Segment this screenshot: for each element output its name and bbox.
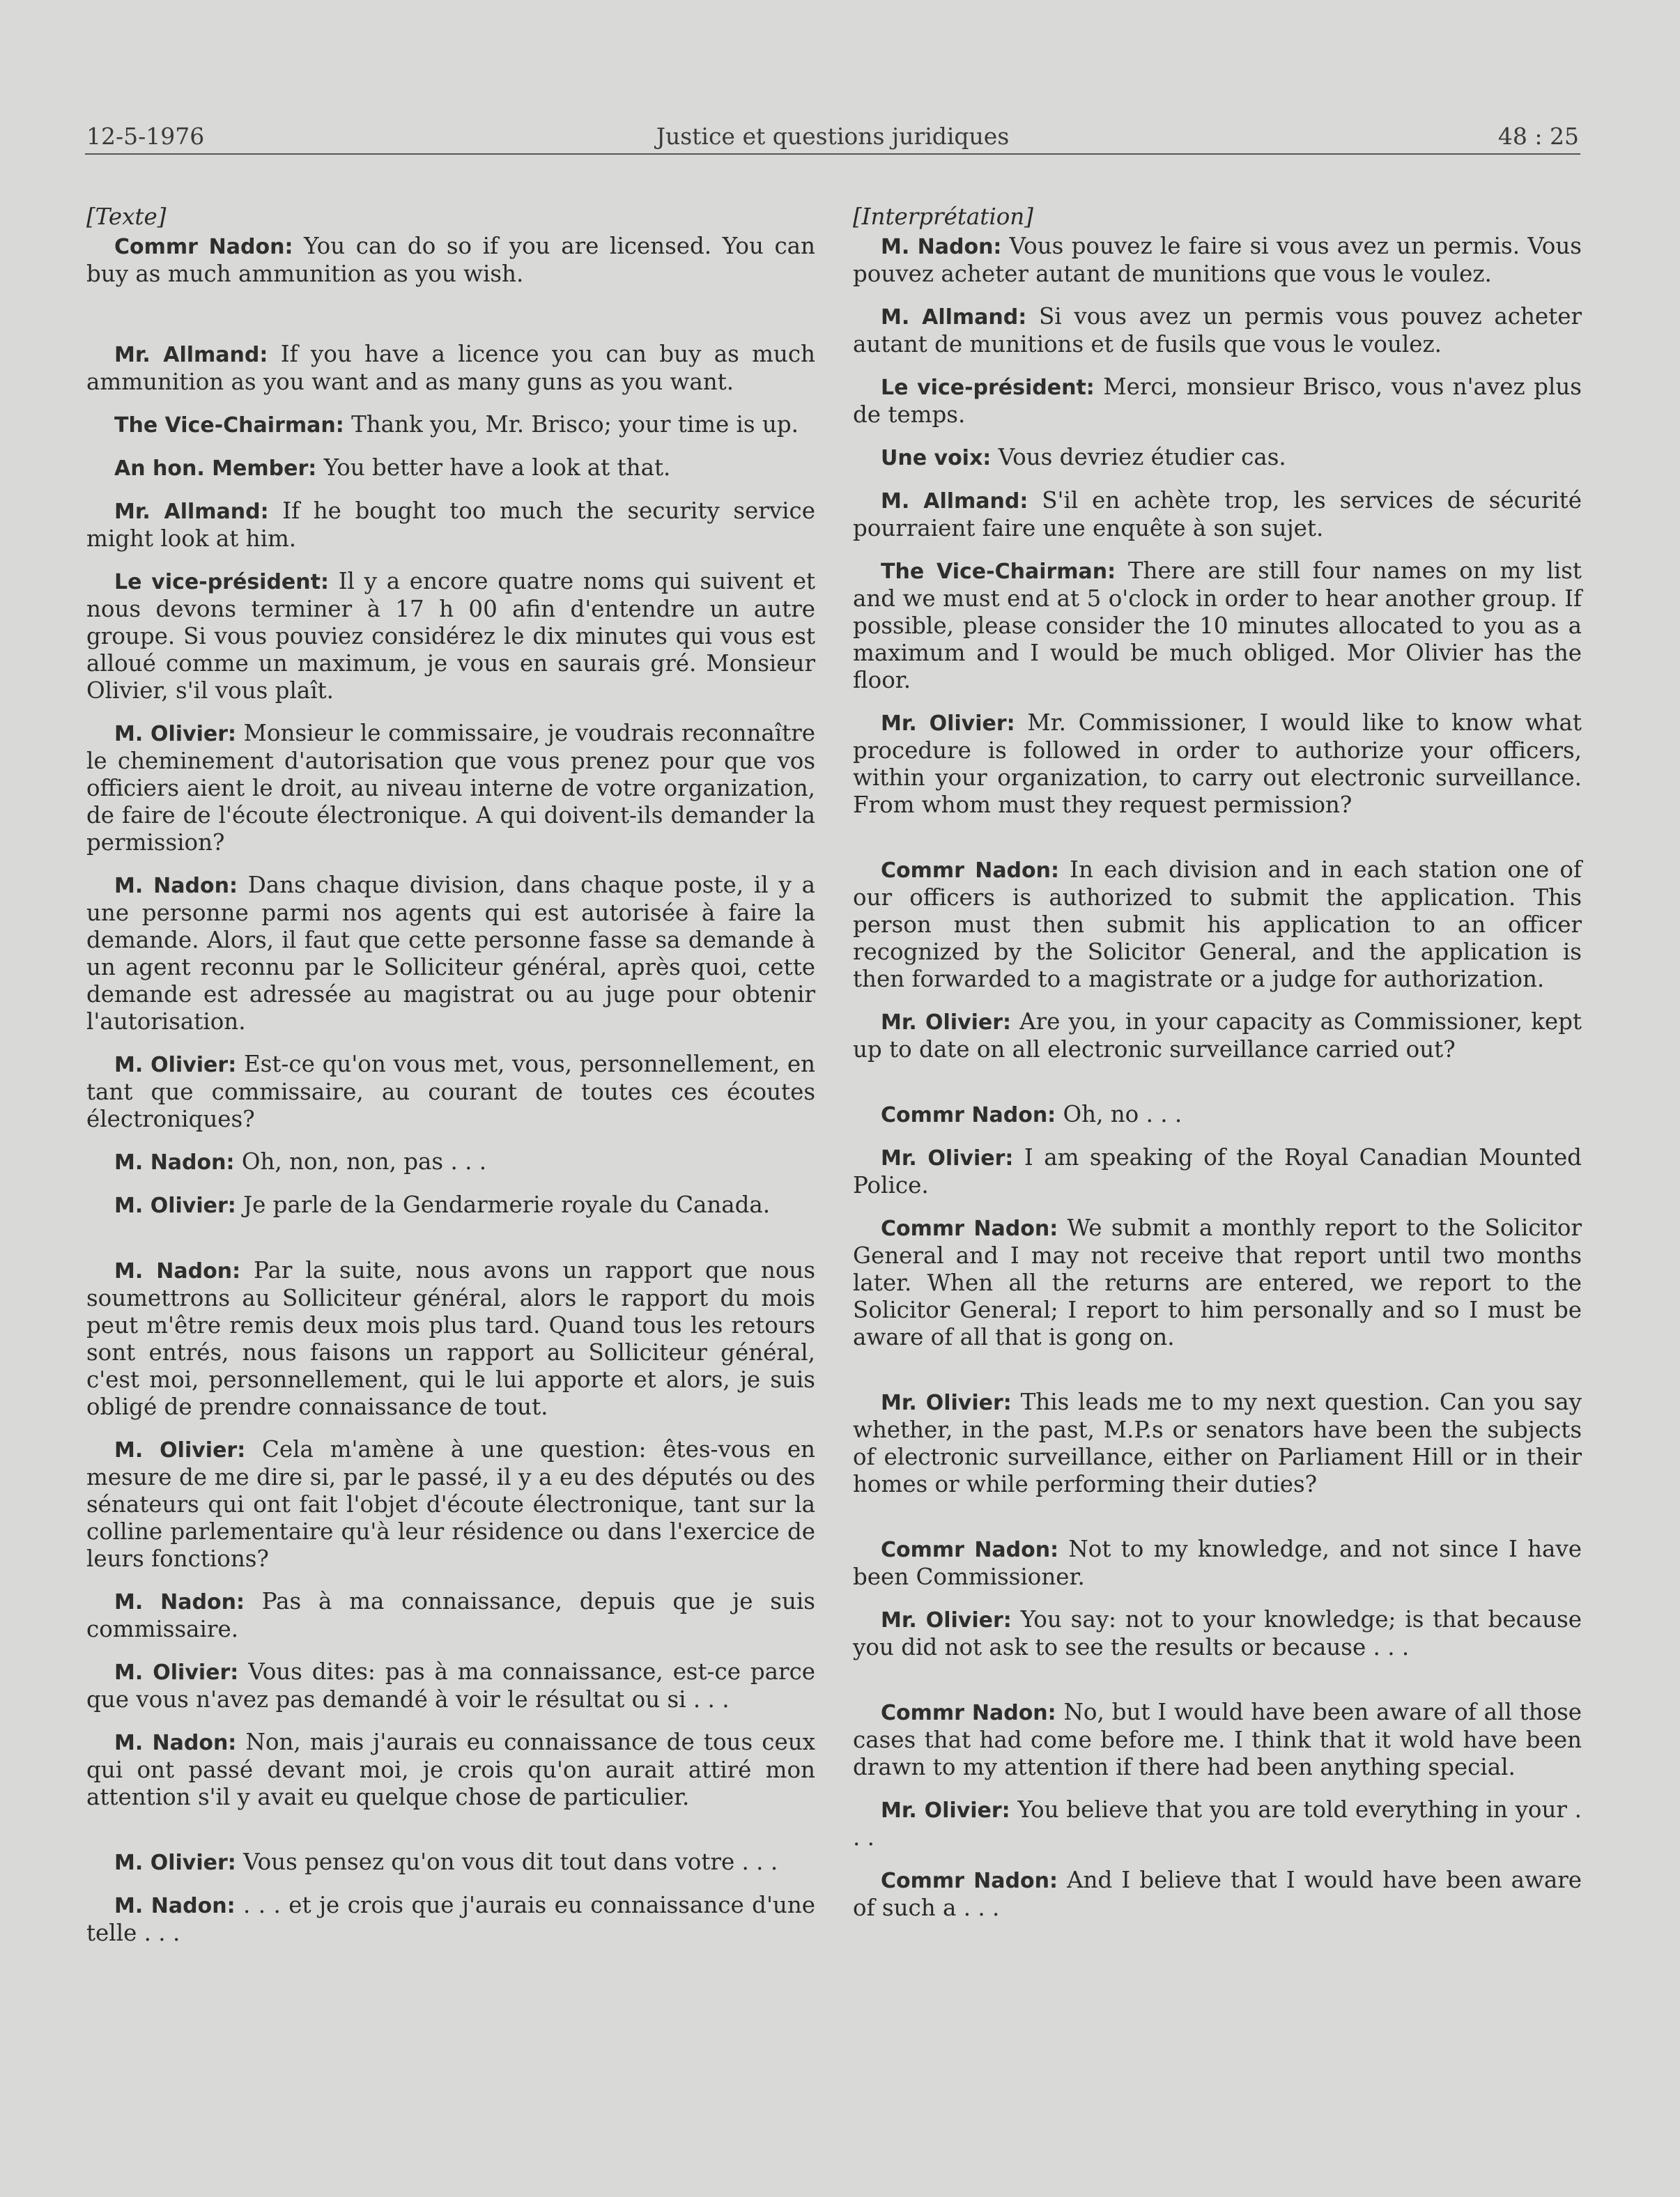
speaker-name: Le vice-président: [881, 376, 1095, 400]
speech-text: Si vous avez un permis vous pouvez acheter autant de munitions et de fusils que vous le voulez. [853, 303, 1582, 357]
speaker-name: M. Olivier: [114, 1053, 237, 1077]
speech-text: Dans chaque division, dans chaque poste, il y a une personne parmi nos agents qui est autorisée à faire la demande. Alors, il faut que cette personne fasse sa demande à un agent reconnu par le Solliciteur général, après quoi, cette demande est adressée au magistrat ou au juge pour obtenir l'autorisation. [86, 872, 815, 1035]
right-paragraph-10 [853, 1101, 1582, 1129]
right-paragraph-17 [853, 1796, 1582, 1851]
speaker-name: The Vice-Chairman: [114, 413, 344, 438]
speech-text: We submit a monthly report to the Solicitor General and I may not receive that report until two months later. When all the returns are entered, we report to the Solicitor General; I report to him personally and so I must be aware of all that is gong on. [853, 1215, 1582, 1350]
right-paragraph-2 [853, 303, 1582, 358]
speech-text: Vous devriez étudier cas. [991, 444, 1286, 470]
left-paragraph-5 [86, 498, 815, 553]
left-paragraph-4 [86, 454, 815, 482]
left-paragraph-10 [86, 1148, 815, 1176]
speaker-name: M. Allmand: [881, 305, 1027, 330]
speaker-name: Une voix: [881, 446, 992, 470]
left-paragraph-15 [86, 1658, 815, 1713]
speaker-name: M. Nadon: [114, 1590, 245, 1614]
left-paragraph-13 [86, 1436, 815, 1573]
speech-text: Est-ce qu'on vous met, vous, personnellement, en tant que commissaire, au courant de toutes ces écoutes électroniques? [86, 1051, 815, 1132]
speech-text: Oh, non, non, pas . . . [234, 1148, 487, 1175]
right-paragraph-1 [853, 233, 1582, 288]
right-paragraph-9 [853, 1008, 1582, 1063]
speaker-name: The Vice-Chairman: [881, 560, 1116, 584]
speaker-name: Commr Nadon: [881, 1103, 1056, 1127]
speaker-name: M. Nadon: [114, 874, 238, 898]
speech-text: Vous pensez qu'on vous dit tout dans votre . . . [236, 1849, 778, 1875]
speaker-name: Mr. Olivier: [881, 711, 1015, 736]
header-page-number: 48 : 25 [1497, 123, 1579, 150]
left-paragraph-1 [86, 233, 815, 288]
speaker-name: M. Allmand: [881, 489, 1028, 514]
right-paragraph-5 [853, 487, 1582, 542]
right-paragraph-14 [853, 1536, 1582, 1591]
speech-text: Oh, no . . . [1056, 1101, 1182, 1127]
speaker-name: Mr. Allmand: [114, 500, 269, 524]
speaker-name: M. Olivier: [114, 1194, 236, 1218]
speech-text: You say: not to your knowledge; is that because you did not ask to see the results or because . . . [853, 1606, 1582, 1660]
speech-text: Par la suite, nous avons un rapport que nous soumettrons au Solliciteur général, alors le rapport du mois peut m'être remis deux mois plus tard. Quand tous les retours sont entrés, nous faisons un rapport au Solliciteur général, c'est moi, personnellement, qui le lui apporte et alors, je suis obligé de prendre connaissance de tout. [86, 1257, 815, 1420]
right-paragraph-12 [853, 1215, 1582, 1351]
right-paragraph-18 [853, 1867, 1582, 1922]
left-paragraph-6 [86, 568, 815, 704]
speaker-name: Commr Nadon: [881, 1538, 1059, 1562]
right-paragraph-13 [853, 1389, 1582, 1498]
speech-text: Vous dites: pas à ma connaissance, est-ce parce que vous n'avez pas demandé à voir le résultat ou si . . . [86, 1658, 816, 1713]
speech-text: Il y a encore quatre noms qui suivent et nous devons terminer à 17 h 00 afin d'entendre un autre groupe. Si vous pouviez considérez le dix minutes qui vous est alloué comme un maximum, je vous en saurais gré. Monsieur Olivier, s'il vous plaît. [86, 568, 815, 704]
speech-text: If you have a licence you can buy as much ammunition as you want and as many guns as you want. [86, 341, 815, 395]
speech-text: You better have a look at that. [316, 454, 671, 481]
speech-text: Mr. Commissioner, I would like to know what procedure is followed in order to authorize your officers, within your organization, to carry out electronic surveillance. From whom must they request permission? [853, 709, 1582, 818]
right-paragraph-16 [853, 1699, 1582, 1781]
right-paragraph-7 [853, 709, 1582, 819]
speaker-name: M. Nadon: [114, 1150, 235, 1175]
section-label-texte: [Texte] [86, 203, 167, 230]
left-paragraph-16 [86, 1729, 815, 1811]
left-paragraph-17 [86, 1849, 815, 1876]
speaker-name: Mr. Allmand: [114, 343, 268, 367]
speaker-name: Commr Nadon: [881, 1217, 1058, 1241]
speaker-name: An hon. Member: [114, 456, 317, 481]
speaker-name: Mr. Olivier: [881, 1608, 1012, 1633]
speech-text: You believe that you are told everything in your . . . [853, 1796, 1582, 1851]
section-label-interpretation: [Interprétation] [853, 203, 1033, 230]
speech-text: If he bought too much the security service might look at him. [86, 498, 815, 552]
left-paragraph-18 [86, 1892, 815, 1947]
speech-text: And I believe that I would have been aware of such a . . . [853, 1867, 1582, 1921]
left-paragraph-3 [86, 411, 815, 439]
left-column [86, 203, 815, 1947]
speaker-name: M. Olivier: [114, 1660, 239, 1685]
left-paragraph-14 [86, 1588, 815, 1643]
speaker-name: Commr Nadon: [881, 1869, 1058, 1893]
left-paragraph-12 [86, 1257, 815, 1421]
right-paragraph-11 [853, 1144, 1582, 1199]
right-paragraph-4 [853, 444, 1582, 472]
right-column [853, 203, 1582, 1922]
speaker-name: Commr Nadon: [114, 235, 293, 259]
speaker-name: M. Nadon: [114, 1259, 241, 1283]
left-paragraph-8 [86, 872, 815, 1035]
speech-text: Are you, in your capacity as Commissioner, kept up to date on all electronic surveillance carried out? [853, 1008, 1582, 1063]
header-date: 12-5-1976 [86, 123, 205, 150]
speaker-name: M. Nadon: [881, 235, 1002, 259]
page-header [86, 117, 1579, 153]
speech-text: You can do so if you are licensed. You can buy as much ammunition as you wish. [86, 233, 815, 287]
left-paragraph-2 [86, 341, 815, 396]
speaker-name: M. Olivier: [114, 1438, 246, 1463]
right-paragraph-8 [853, 856, 1582, 993]
speech-text: Cela m'amène à une question: êtes-vous en mesure de me dire si, par le passé, il y a eu des députés ou des sénateurs qui ont fait l'objet d'écoute électronique, tant sur la colline parlementaire qu'à leur résidence ou dans l'exercice de leurs fonctions? [86, 1436, 815, 1572]
speech-text: . . . et je crois que j'aurais eu connaissance d'une telle . . . [86, 1892, 815, 1946]
speaker-name: M. Nadon: [114, 1894, 236, 1918]
speech-text: Not to my knowledge, and not since I have been Commissioner. [853, 1536, 1582, 1590]
speaker-name: Mr. Olivier: [881, 1146, 1014, 1171]
speaker-name: Mr. Olivier: [881, 1798, 1010, 1823]
speech-text: Je parle de la Gendarmerie royale du Canada. [236, 1192, 771, 1218]
header-title: Justice et questions juridiques [656, 123, 1010, 150]
speech-text: S'il en achète trop, les services de sécurité pourraient faire une enquête à son sujet. [853, 487, 1582, 541]
header-rule [85, 153, 1580, 155]
speech-text: Pas à ma connaissance, depuis que je suis commissaire. [86, 1588, 815, 1642]
speaker-name: Mr. Olivier: [881, 1391, 1012, 1415]
speaker-name: M. Olivier: [114, 1851, 236, 1875]
speech-text: This leads me to my next question. Can you say whether, in the past, M.P.s or senators have been the subjects of electronic surveillance, either on Parliament Hill or in their homes or while performing their duties? [853, 1389, 1582, 1497]
speaker-name: M. Olivier: [114, 722, 237, 746]
speech-text: Non, mais j'aurais eu connaissance de tous ceux qui ont passé devant moi, je crois qu'on aurait attiré mon attention s'il y avait eu quelque chose de particulier. [86, 1729, 815, 1810]
left-paragraph-7 [86, 720, 815, 856]
speaker-name: M. Nadon: [114, 1731, 237, 1755]
right-paragraph-6 [853, 557, 1582, 694]
left-paragraph-9 [86, 1051, 815, 1133]
left-paragraph-11 [86, 1192, 815, 1219]
speech-text: Merci, monsieur Brisco, vous n'avez plus de temps. [853, 373, 1582, 428]
speech-text: Thank you, Mr. Brisco; your time is up. [344, 411, 799, 438]
speech-text: I am speaking of the Royal Canadian Mounted Police. [853, 1144, 1582, 1198]
speech-text: No, but I would have been aware of all those cases that had come before me. I think that it wold have been drawn to my attention if there had been anything special. [853, 1699, 1582, 1780]
speech-text: Monsieur le commissaire, je voudrais reconnaître le cheminement d'autorisation que vous prenez pour que vos officiers aient le droit, au niveau interne de votre organization, de faire de l'écoute électronique. A qui doivent-ils demander la permission? [86, 720, 815, 856]
speech-text: There are still four names on my list and we must end at 5 o'clock in order to hear another group. If possible, please consider the 10 minutes allocated to you as a maximum and I would be much obliged. Mor Olivier has the floor. [853, 557, 1582, 693]
speaker-name: Le vice-président: [114, 570, 329, 594]
speech-text: Vous pouvez le faire si vous avez un permis. Vous pouvez acheter autant de munitions que vous le voulez. [853, 233, 1582, 287]
speaker-name: Mr. Olivier: [881, 1010, 1012, 1035]
speaker-name: Commr Nadon: [881, 1701, 1056, 1725]
right-paragraph-15 [853, 1606, 1582, 1661]
right-paragraph-3 [853, 373, 1582, 429]
speech-text: In each division and in each station one of our officers is authorized to submit the application. This person must then submit his application to an officer recognized by the Solicitor General, and the application is then forwarded to a magistrate or a judge for authorization. [853, 856, 1582, 992]
speaker-name: Commr Nadon: [881, 858, 1059, 883]
